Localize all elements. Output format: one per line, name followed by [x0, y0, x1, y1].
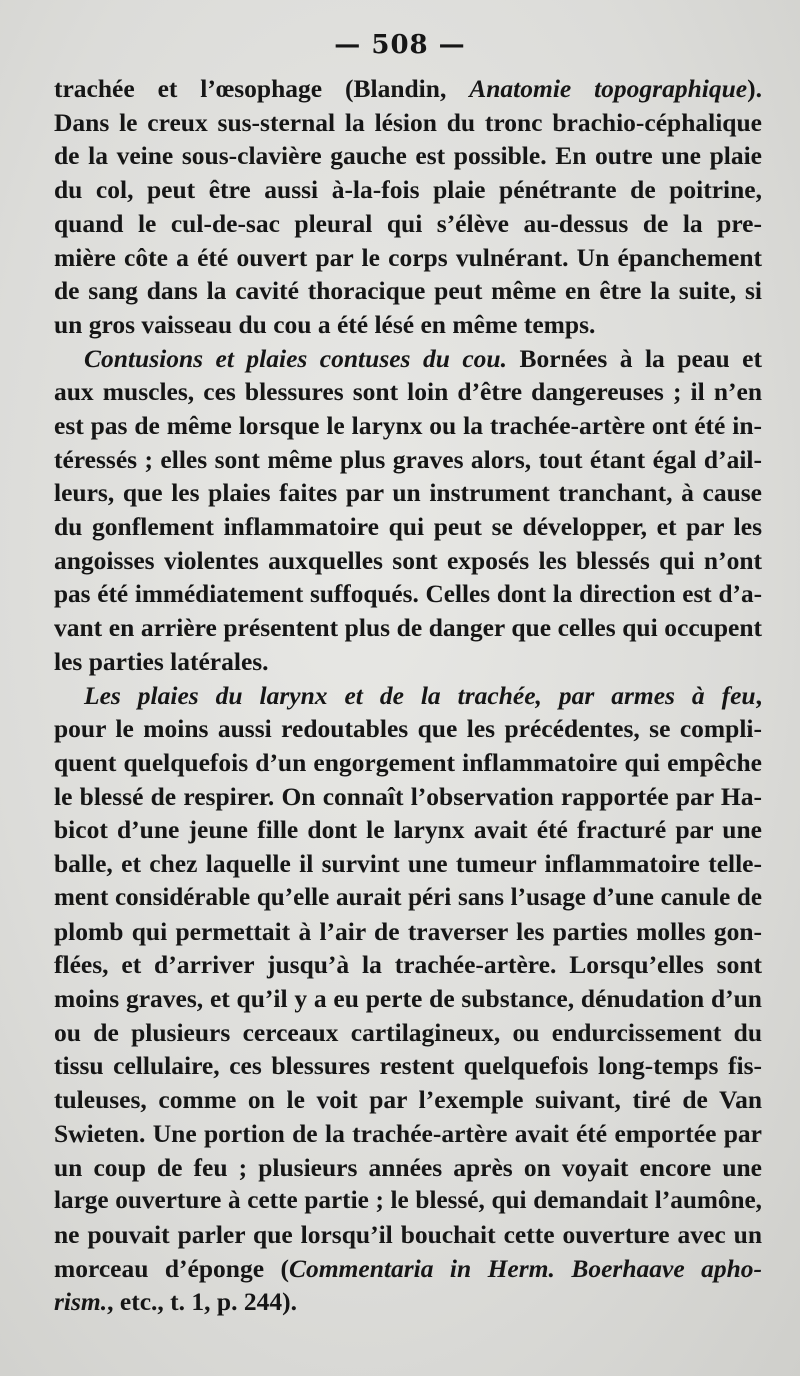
text-line	[54, 476, 762, 510]
text-line	[54, 443, 762, 477]
text-segment: ou de plusieurs cerceaux cartilagineux, ou endurcissement du	[54, 1017, 762, 1047]
text-line	[54, 813, 762, 847]
text-line	[54, 712, 762, 746]
text-segment: flées, et d’arriver jusqu’à la trachée-artère. Lorsqu’elles sont	[54, 950, 762, 980]
text-segment: pas été immédiatement suffoqués. Celles dont la direction est d’a-	[54, 579, 762, 608]
text-segment: Bornées à la peau et	[506, 343, 762, 373]
text-line	[54, 948, 762, 982]
text-segment: ne pouvait parler que lorsqu’il bouchait cette ouverture avec un	[54, 1219, 762, 1249]
text-segment: balle, et chez laquelle il survint une tumeur inflammatoire telle-	[54, 849, 762, 879]
paragraph	[54, 342, 762, 679]
italic-text: Anatomie topographique	[469, 74, 748, 103]
text-segment: plomb qui permettait à l’air de traverser les parties molles gon-	[54, 916, 762, 946]
text-line	[54, 72, 762, 106]
text-line	[54, 544, 762, 578]
page-number: — 508 —	[334, 30, 466, 60]
text-line	[54, 1218, 762, 1252]
text-line	[54, 274, 762, 308]
text-segment: le blessé de respirer. On connaît l’observation rapportée par Ha-	[54, 781, 762, 811]
text-line	[54, 679, 762, 713]
text-segment: est pas de même lorsque le larynx ou la trachée-artère ont été in-	[54, 411, 762, 441]
text-segment: aux muscles, ces blessures sont loin d’être dangereuses ; il n’en	[54, 377, 762, 407]
text-line	[54, 847, 762, 881]
text-segment: large ouverture à cette partie ; le blessé, qui demandait l’aumône,	[54, 1187, 762, 1215]
text-line	[54, 915, 762, 949]
text-segment: moins graves, et qu’il y a eu perte de substance, dénudation d’un	[54, 983, 762, 1013]
paragraph	[54, 72, 762, 342]
text-segment: du gonflement inflammatoire qui peut se développer, et par les	[54, 512, 762, 542]
text-segment: téressés ; elles sont même plus graves alors, tout étant égal d’ail-	[54, 444, 762, 474]
text-line	[54, 746, 762, 780]
italic-text: rism.	[54, 1287, 108, 1317]
text-segment: bicot d’une jeune fille dont le larynx avait été fracturé par une	[54, 815, 762, 845]
text-line	[54, 1117, 762, 1151]
text-line	[54, 1016, 762, 1050]
text-segment: quent quelquefois d’un engorgement inflammatoire qui empêche	[54, 748, 762, 778]
text-segment: leurs, que les plaies faites par un instrument tranchant, à cause	[54, 478, 762, 508]
text-segment: de la veine sous-clavière gauche est possible. En outre une plaie	[54, 141, 762, 171]
text-segment: vant en arrière présentent plus de danger que celles qui occupent	[54, 613, 762, 643]
text-segment: Dans le creux sus-sternal la lésion du tronc brachio-céphalique	[54, 107, 762, 137]
text-segment: ).	[747, 74, 762, 103]
text-segment: un gros vaisseau du cou a été lésé en même temps.	[54, 309, 596, 339]
text-segment: tuleuses, comme on le voit par l’exemple suivant, tiré de Van	[54, 1085, 762, 1115]
text-segment: ment considérable qu’elle aurait péri sans l’usage d’une canule de	[54, 883, 762, 911]
text-line	[54, 308, 762, 342]
text-line	[54, 1285, 762, 1319]
text-line	[54, 1049, 762, 1083]
text-segment: de sang dans la cavité thoracique peut même en être la suite, si	[54, 276, 762, 306]
text-line	[54, 173, 762, 207]
text-line	[54, 342, 762, 376]
text-segment: pour le moins aussi redoutables que les précédentes, se compli-	[54, 714, 762, 744]
text-line	[54, 106, 762, 140]
italic-text: Commentaria in Herm. Boerhaave apho-	[288, 1253, 762, 1283]
text-line	[54, 139, 762, 173]
italic-text: Les plaies du larynx et de la trachée, par armes à feu	[84, 680, 756, 710]
text-segment: quand le cul-de-sac pleural qui s’élève au-dessus de la pre-	[54, 208, 762, 238]
text-line	[54, 375, 762, 409]
text-line	[54, 1151, 762, 1185]
text-segment: ,	[755, 680, 762, 710]
text-segment: un coup de feu ; plusieurs années après on voyait encore une	[54, 1152, 762, 1182]
text-segment: les parties latérales.	[54, 646, 269, 676]
text-line	[54, 982, 762, 1016]
text-segment: morceau d’éponge (	[54, 1253, 289, 1283]
text-line	[54, 881, 762, 915]
text-line	[54, 780, 762, 814]
paragraph	[54, 679, 762, 1319]
text-line	[54, 611, 762, 645]
text-line	[54, 207, 762, 241]
text-line	[54, 409, 762, 443]
text-line	[54, 510, 762, 544]
text-segment: du col, peut être aussi à-la-fois plaie pénétrante de poitrine,	[54, 175, 762, 205]
text-segment: tissu cellulaire, ces blessures restent quelquefois long-temps fis-	[54, 1051, 762, 1081]
text-segment: mière côte a été ouvert par le corps vulnérant. Un épanchement	[54, 242, 762, 272]
text-segment: , etc., t. 1, p. 244).	[107, 1287, 297, 1317]
text-line	[54, 1252, 762, 1286]
italic-text: Contusions et plaies contuses du cou.	[84, 343, 507, 373]
text-segment: angoisses violentes auxquelles sont exposés les blessés qui n’ont	[54, 545, 762, 575]
body-text	[54, 72, 762, 1319]
text-line	[54, 1184, 762, 1218]
text-segment: trachée et l’œsophage (Blandin,	[54, 74, 470, 103]
text-line	[54, 578, 762, 612]
text-segment: Swieten. Une portion de la trachée-artère avait été emportée par	[54, 1118, 762, 1148]
text-line	[54, 241, 762, 275]
text-line	[54, 1083, 762, 1117]
text-line	[54, 645, 762, 679]
